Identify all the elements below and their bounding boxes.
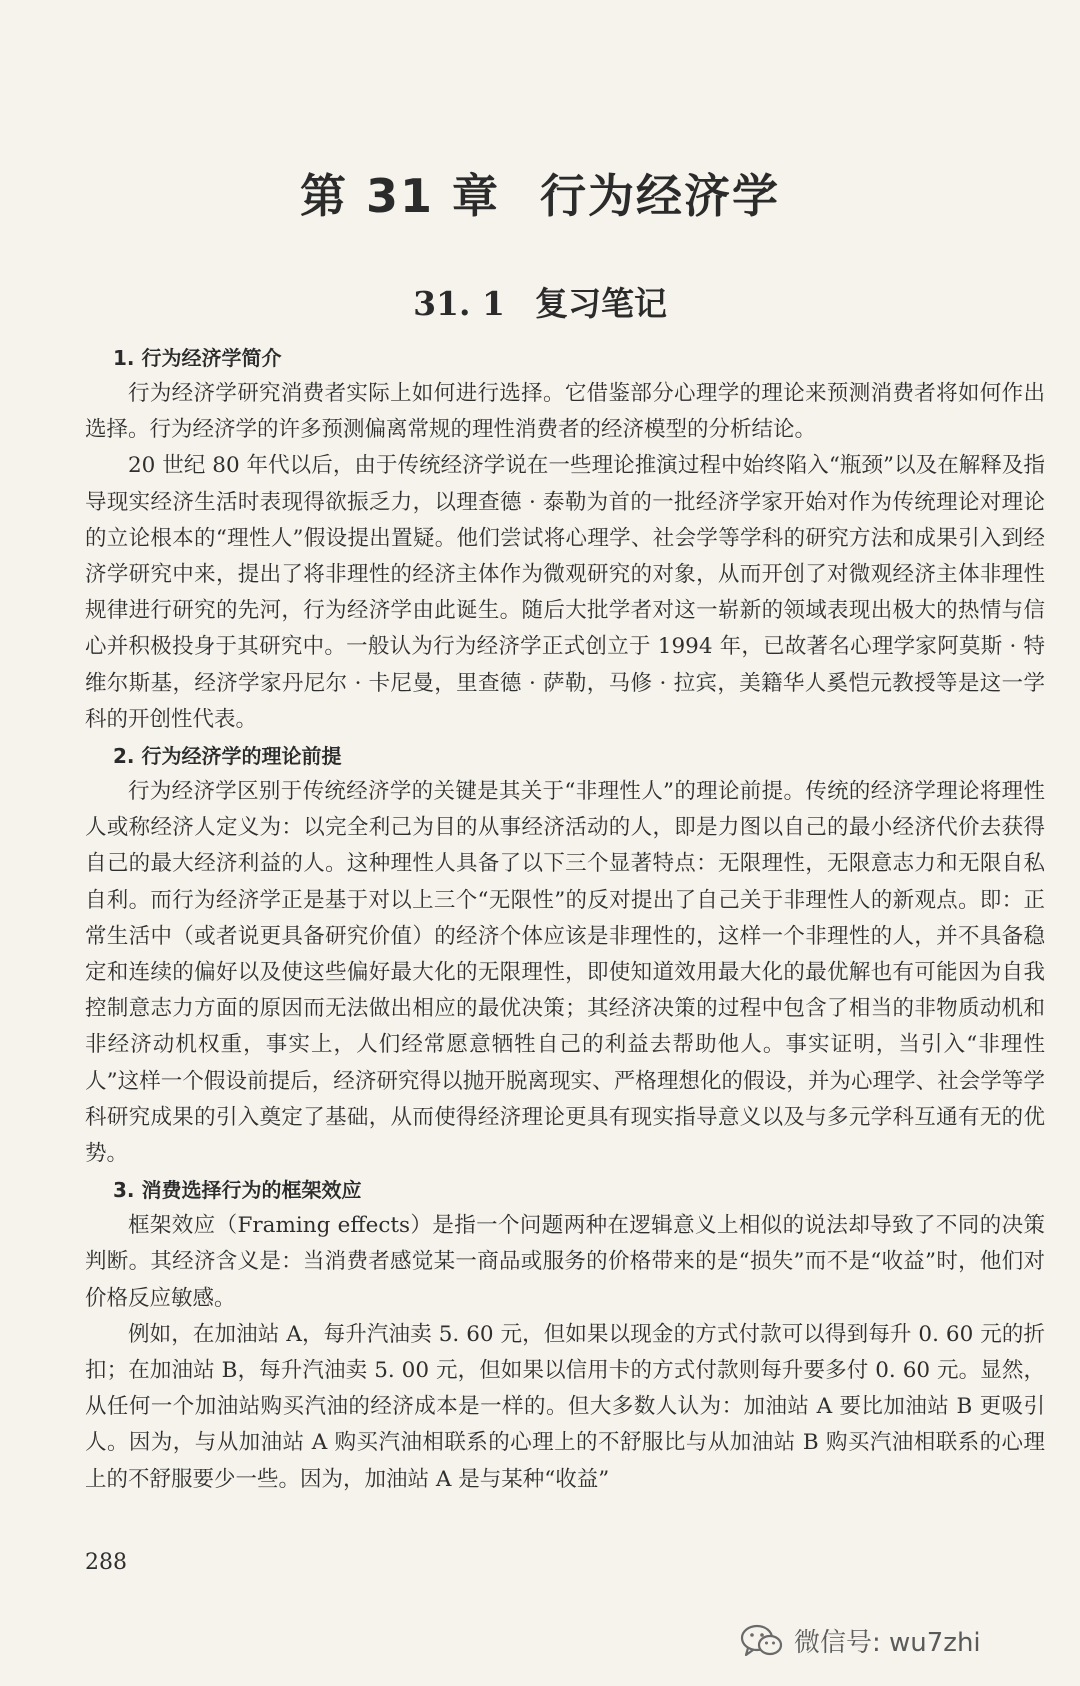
chapter-name: 行为经济学 [540, 169, 781, 223]
wechat-icon [740, 1624, 784, 1658]
paragraph: 例如，在加油站 A，每升汽油卖 5. 60 元，但如果以现金的方式付款可以得到每升 0. 60 元的折扣；在加油站 B，每升汽油卖 5. 00 元，但如果以信用卡的方式付款则每升要多付 0. 60 元。显然，从任何一个加油站购买汽油的经济成本是一样的。但大多数人认为：加油站 A 要比加油站 B 更吸引人。因为，与从加油站 A 购买汽油相联系的心理上的不舒服比与从加油站 B 购买汽油相联系的心理上的不舒服要少一些。因为，加油站 A 是与某种“收益” [85, 1321, 1045, 1492]
heading-intro: 1. 行为经济学简介 [113, 346, 282, 370]
paragraph: 行为经济学研究消费者实际上如何进行选择。它借鉴部分心理学的理论来预测消费者将如何作出选择。行为经济学的许多预测偏离常规的理性消费者的经济模型的分析结论。 [85, 381, 1045, 443]
section-name: 复习笔记 [534, 284, 667, 323]
section-title [0, 278, 1080, 325]
chapter-label: 第 31 章 [299, 169, 501, 223]
heading-premise: 2. 行为经济学的理论前提 [113, 744, 342, 769]
wechat-watermark [740, 1622, 981, 1659]
paragraph: 行为经济学区别于传统经济学的关键是其关于“非理性人”的理论前提。传统的经济学理论将理性人或称经济人定义为：以完全利己为目的从事经济活动的人，即是力图以自己的最小经济代价去获得自己的最大经济利益的人。这种理性人具备了以下三个显著特点：无限理性，无限意志力和无限自私自利。而行为经济学正是基于对以上三个“无限性”的反对提出了自己关于非理性人的新观点。即：正常生活中（或者说更具备研究价值）的经济个体应该是非理性的，这样一个非理性的人，并不具备稳定和连续的偏好以及使这些偏好最大化的无限理性，即使知道效用最大化的最优解也有可能因为自我控制意志力方面的原因而无法做出相应的最优决策；其经济决策的过程中包含了相当的非物质动机和非经济动机权重，事实上，人们经常愿意牺牲自己的利益去帮助他人。事实证明，当引入“非理性人”这样一个假设前提后，经济研究得以抛开脱离现实、严格理想化的假设，并为心理学、社会学等学科研究成果的引入奠定了基础，从而使得经济理论更具有现实指导意义以及与多元学科互通有无的优势。 [85, 779, 1045, 1167]
body-text [85, 340, 1045, 1498]
heading-framing: 3. 消费选择行为的框架效应 [113, 1178, 362, 1203]
section-number: 31. 1 [413, 284, 505, 323]
paragraph: 框架效应（Framing effects）是指一个问题两种在逻辑意义上相似的说法却导致了不同的决策判断。其经济含义是：当消费者感觉某一商品或服务的价格带来的是“损失”而不是“收益”时，他们对价格反应敏感。 [85, 1213, 1045, 1311]
paragraph: 20 世纪 80 年代以后，由于传统经济学说在一些理论推演过程中始终陷入“瓶颈”以及在解释及指导现实经济生活时表现得欲振乏力，以理查德 · 泰勒为首的一批经济学家开始对作为传统理论对理论的立论根本的“理性人”假设提出置疑。他们尝试将心理学、社会学等学科的研究方法和成果引入到经济学研究中来，提出了将非理性的经济主体作为微观研究的对象，从而开创了对微观经济主体非理性规律进行研究的先河，行为经济学由此诞生。随后大批学者对这一崭新的领域表现出极大的热情与信心并积极投身于其研究中。一般认为行为经济学正式创立于 1994 年，已故著名心理学家阿莫斯 · 特维尔斯基，经济学家丹尼尔 · 卡尼曼，里查德 · 萨勒，马修 · 拉宾，美籍华人奚恺元教授等是这一学科的开创性代表。 [85, 453, 1045, 732]
page-number: 288 [85, 1550, 127, 1575]
watermark-text: 微信号: wu7zhi [794, 1628, 981, 1658]
chapter-title [0, 160, 1080, 226]
